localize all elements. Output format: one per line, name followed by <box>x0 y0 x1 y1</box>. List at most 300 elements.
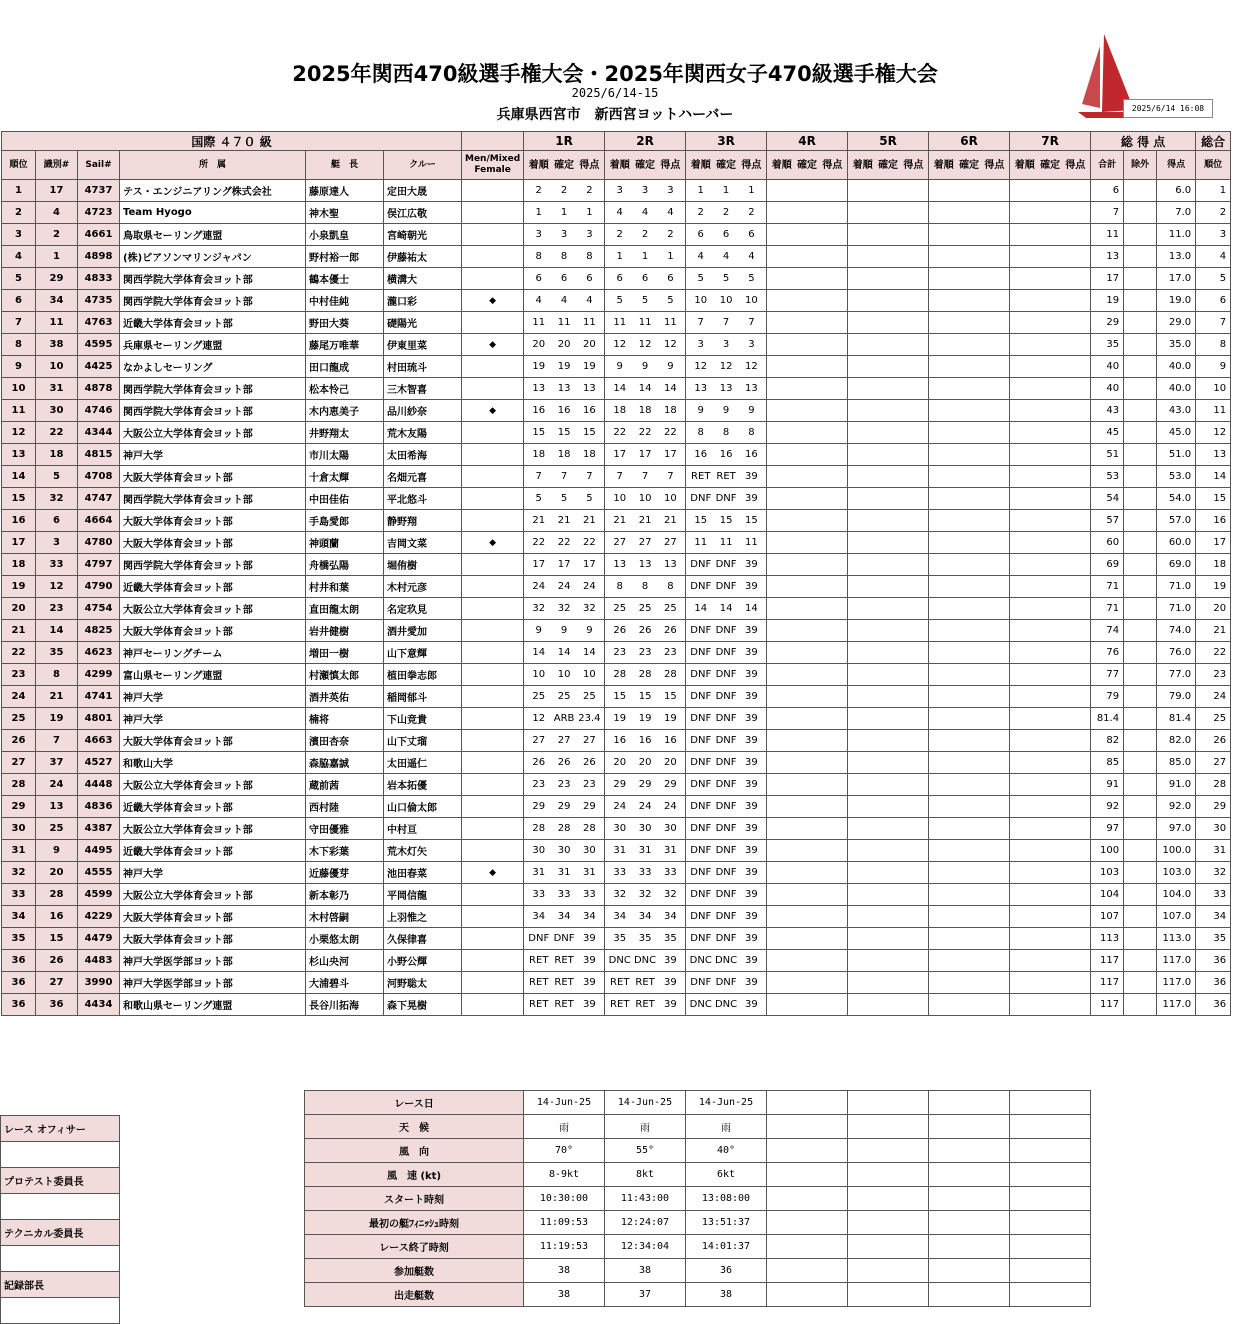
race-finish: 13 <box>694 383 708 394</box>
race-finish: 22 <box>532 537 546 548</box>
race-6-cell <box>929 444 1010 466</box>
men-mixed-female-cell <box>462 444 524 466</box>
race-finish: 25 <box>532 691 546 702</box>
total-cell: 81.4 <box>1091 708 1124 730</box>
race-finish: DNF <box>690 823 712 834</box>
race-info-value <box>848 1211 929 1235</box>
race-6-cell <box>929 818 1010 840</box>
excl-cell <box>1124 818 1157 840</box>
race-6-cell <box>929 466 1010 488</box>
race-confirm: 17 <box>638 449 652 460</box>
race-finish: DNF <box>690 977 712 988</box>
race-6-cell <box>929 312 1010 334</box>
race-2-cell <box>605 334 686 356</box>
race-info-value <box>767 1139 848 1163</box>
official-label: プロテスト委員長 <box>1 1168 120 1194</box>
club-cell: 大阪大学体育会ヨット部 <box>120 532 306 554</box>
race-confirm: 25 <box>638 603 652 614</box>
overall-rank-cell: 3 <box>1196 224 1231 246</box>
race-6-cell <box>929 488 1010 510</box>
race-points: 11 <box>583 317 596 328</box>
race-points: 5 <box>748 273 755 284</box>
race-finish: 10 <box>613 493 627 504</box>
men-mixed-female-cell <box>462 642 524 664</box>
race-points: 39 <box>745 735 758 746</box>
helm-cell: 蔵前茜 <box>306 774 384 796</box>
men-mixed-female-cell <box>462 774 524 796</box>
race-finish: 28 <box>532 823 546 834</box>
race-points: 39 <box>745 845 758 856</box>
race-confirm: 29 <box>638 779 652 790</box>
excl-cell <box>1124 598 1157 620</box>
subheader-finish: 着順 <box>690 159 711 171</box>
race-info-value <box>767 1235 848 1259</box>
men-mixed-female-cell <box>462 510 524 532</box>
officials-table <box>0 1115 120 1324</box>
sail-cell: 4555 <box>78 862 120 884</box>
race-points: 18 <box>664 405 677 416</box>
race-confirm: 16 <box>719 449 733 460</box>
race-3-cell <box>686 906 767 928</box>
men-mixed-female-cell <box>462 356 524 378</box>
race-points: 39 <box>745 647 758 658</box>
race-info-value <box>1010 1211 1091 1235</box>
race-info-value: 13:08:00 <box>686 1187 767 1211</box>
race-confirm: DNF <box>715 757 737 768</box>
race-info-label: 風 速 (kt) <box>305 1163 524 1187</box>
race-2-cell <box>605 928 686 950</box>
race-confirm: DNF <box>715 493 737 504</box>
helm-cell: 直田龍太朗 <box>306 598 384 620</box>
race-finish: DNF <box>690 933 712 944</box>
club-cell: 大阪公立大学体育会ヨット部 <box>120 598 306 620</box>
race-2-cell <box>605 224 686 246</box>
race-info-label: 出走艇数 <box>305 1283 524 1307</box>
race-finish: 9 <box>616 361 623 372</box>
table-row <box>2 796 1231 818</box>
id-cell: 30 <box>36 400 78 422</box>
total-cell: 51 <box>1091 444 1124 466</box>
race-points: 5 <box>667 295 674 306</box>
race-finish: 27 <box>532 735 546 746</box>
race-finish: 21 <box>613 515 627 526</box>
race-points: 23 <box>583 779 596 790</box>
race-3-cell <box>686 180 767 202</box>
race-confirm: 32 <box>557 603 571 614</box>
race-7-cell <box>1010 554 1091 576</box>
id-cell: 37 <box>36 752 78 774</box>
subheader-confirm: 確定 <box>797 159 818 171</box>
race-finish: DNF <box>690 493 712 504</box>
race-header: 1R <box>524 132 605 151</box>
sail-cell: 4723 <box>78 202 120 224</box>
race-confirm: 23 <box>638 647 652 658</box>
helm-cell: 守田優雅 <box>306 818 384 840</box>
total-cell: 35 <box>1091 334 1124 356</box>
id-cell: 5 <box>36 466 78 488</box>
race-points: 1 <box>667 251 674 262</box>
score-cell: 13.0 <box>1157 246 1196 268</box>
score-cell: 117.0 <box>1157 972 1196 994</box>
race-header: 3R <box>686 132 767 151</box>
subheader-confirm: 確定 <box>1040 159 1061 171</box>
race-2-cell <box>605 906 686 928</box>
race-4-cell <box>767 466 848 488</box>
race-info-row <box>305 1163 1091 1187</box>
race-2-cell <box>605 796 686 818</box>
race-info-value <box>929 1091 1010 1115</box>
score-cell: 107.0 <box>1157 906 1196 928</box>
race-3-cell <box>686 532 767 554</box>
race-5-cell <box>848 818 929 840</box>
id-cell: 20 <box>36 862 78 884</box>
race-5-cell <box>848 576 929 598</box>
race-3-cell <box>686 884 767 906</box>
race-confirm: 2 <box>722 207 730 218</box>
race-points: 39 <box>745 999 758 1010</box>
race-4-cell <box>767 598 848 620</box>
race-points: 16 <box>583 405 596 416</box>
race-finish: 7 <box>616 471 623 482</box>
crew-cell: 植田拳志郎 <box>384 664 462 686</box>
club-cell: 近畿大学体育会ヨット部 <box>120 840 306 862</box>
race-points: 9 <box>586 625 593 636</box>
men-mixed-female-cell <box>462 818 524 840</box>
race-7-cell <box>1010 708 1091 730</box>
sail-cell: 4801 <box>78 708 120 730</box>
race-finish: 33 <box>613 867 627 878</box>
race-points: 26 <box>583 757 596 768</box>
race-4-cell <box>767 818 848 840</box>
race-points: 34 <box>583 911 596 922</box>
race-1-cell <box>524 246 605 268</box>
id-cell: 3 <box>36 532 78 554</box>
table-row <box>2 180 1231 202</box>
race-finish: 10 <box>694 295 708 306</box>
rank-cell: 13 <box>2 444 36 466</box>
excl-cell <box>1124 862 1157 884</box>
race-2-cell <box>605 664 686 686</box>
race-finish: 16 <box>613 735 627 746</box>
race-confirm: 1 <box>641 251 649 262</box>
race-1-cell <box>524 840 605 862</box>
race-confirm: RET <box>635 977 655 988</box>
crew-cell: 酒井愛加 <box>384 620 462 642</box>
race-6-cell <box>929 532 1010 554</box>
race-points: 15 <box>745 515 758 526</box>
race-info-value <box>767 1187 848 1211</box>
race-finish: DNF <box>690 713 712 724</box>
table-row <box>2 444 1231 466</box>
race-finish: 4 <box>535 295 542 306</box>
club-cell: 鳥取県セーリング連盟 <box>120 224 306 246</box>
race-3-cell <box>686 356 767 378</box>
race-points: 14 <box>583 647 596 658</box>
race-confirm: 13 <box>719 383 733 394</box>
men-mixed-female-cell <box>462 972 524 994</box>
race-4-cell <box>767 488 848 510</box>
excl-cell <box>1124 334 1157 356</box>
race-3-cell <box>686 774 767 796</box>
crew-cell: 下山竞貴 <box>384 708 462 730</box>
sail-cell: 4747 <box>78 488 120 510</box>
helm-cell: 近藤優芽 <box>306 862 384 884</box>
helm-cell: 村井和葉 <box>306 576 384 598</box>
race-3-cell <box>686 312 767 334</box>
subheader-confirm: 確定 <box>878 159 899 171</box>
excl-cell <box>1124 268 1157 290</box>
crew-cell: 礎陽光 <box>384 312 462 334</box>
race-finish: 31 <box>532 867 546 878</box>
race-finish: DNF <box>690 911 712 922</box>
race-finish: 14 <box>694 603 708 614</box>
race-finish: 9 <box>697 405 704 416</box>
id-cell: 24 <box>36 774 78 796</box>
race-7-cell <box>1010 752 1091 774</box>
race-info-value: 11:09:53 <box>524 1211 605 1235</box>
race-2-cell <box>605 422 686 444</box>
sail-cell: 4434 <box>78 994 120 1016</box>
race-7-cell <box>1010 334 1091 356</box>
rank-cell: 4 <box>2 246 36 268</box>
race-6-cell <box>929 268 1010 290</box>
race-7-cell <box>1010 312 1091 334</box>
subheader-points: 得点 <box>903 159 924 171</box>
official-name-row <box>1 1246 120 1272</box>
race-finish: 3 <box>697 339 704 350</box>
score-cell: 97.0 <box>1157 818 1196 840</box>
race-points: 21 <box>583 515 596 526</box>
helm-cell: 楠将 <box>306 708 384 730</box>
race-finish: 12 <box>532 713 546 724</box>
race-points: 10 <box>583 669 596 680</box>
rank-cell: 16 <box>2 510 36 532</box>
col-sail: Sail# <box>78 151 120 180</box>
helm-cell: 野田大葵 <box>306 312 384 334</box>
total-cell: 13 <box>1091 246 1124 268</box>
race-6-cell <box>929 224 1010 246</box>
score-cell: 40.0 <box>1157 378 1196 400</box>
race-confirm: 11 <box>638 317 652 328</box>
race-points: 25 <box>664 603 677 614</box>
excl-cell <box>1124 224 1157 246</box>
race-1-cell <box>524 422 605 444</box>
race-info-value <box>929 1211 1010 1235</box>
crew-cell: 岩本拓優 <box>384 774 462 796</box>
total-cell: 11 <box>1091 224 1124 246</box>
subheader-points: 得点 <box>822 159 843 171</box>
race-5-cell <box>848 862 929 884</box>
race-finish: 21 <box>532 515 546 526</box>
score-cell: 117.0 <box>1157 994 1196 1016</box>
overall-rank-cell: 26 <box>1196 730 1231 752</box>
helm-cell: 木下彩葉 <box>306 840 384 862</box>
race-4-cell <box>767 686 848 708</box>
overall-rank-cell: 4 <box>1196 246 1231 268</box>
total-cell: 40 <box>1091 356 1124 378</box>
race-finish: 7 <box>697 317 704 328</box>
overall-rank-cell: 23 <box>1196 664 1231 686</box>
race-confirm: 8 <box>641 581 649 592</box>
score-cell: 19.0 <box>1157 290 1196 312</box>
race-finish: 22 <box>613 427 627 438</box>
col-club: 所 属 <box>120 151 306 180</box>
race-7-cell <box>1010 862 1091 884</box>
crew-cell: 名定玖見 <box>384 598 462 620</box>
race-6-cell <box>929 356 1010 378</box>
sail-cell: 4780 <box>78 532 120 554</box>
crew-cell: 名畑元喜 <box>384 466 462 488</box>
id-cell: 38 <box>36 334 78 356</box>
crew-cell: 三木智喜 <box>384 378 462 400</box>
total-cell: 85 <box>1091 752 1124 774</box>
club-cell: 関西学院大学体育会ヨット部 <box>120 488 306 510</box>
sail-cell: 4741 <box>78 686 120 708</box>
total-cell: 53 <box>1091 466 1124 488</box>
total-cell: 113 <box>1091 928 1124 950</box>
race-finish: 24 <box>532 581 546 592</box>
sail-cell: 4483 <box>78 950 120 972</box>
official-name <box>1 1194 120 1220</box>
score-cell: 11.0 <box>1157 224 1196 246</box>
club-cell: Team Hyogo <box>120 202 306 224</box>
race-confirm: DNF <box>715 823 737 834</box>
club-cell: テス・エンジニアリング株式会社 <box>120 180 306 202</box>
race-info-value: 55° <box>605 1139 686 1163</box>
rank-cell: 17 <box>2 532 36 554</box>
race-points: 33 <box>583 889 596 900</box>
total-cell: 57 <box>1091 510 1124 532</box>
col-overall-rank: 順位 <box>1196 151 1231 180</box>
race-finish: 3 <box>535 229 542 240</box>
race-confirm: 33 <box>557 889 571 900</box>
race-finish: 5 <box>697 273 704 284</box>
race-confirm: 5 <box>641 295 649 306</box>
race-confirm: 32 <box>638 889 652 900</box>
race-3-cell <box>686 202 767 224</box>
race-points: 16 <box>745 449 758 460</box>
race-points: 29 <box>664 779 677 790</box>
race-finish: 14 <box>532 647 546 658</box>
race-confirm: 2 <box>560 185 568 196</box>
race-finish: 29 <box>613 779 627 790</box>
men-mixed-female-cell <box>462 246 524 268</box>
race-info-value: 70° <box>524 1139 605 1163</box>
race-points: 39 <box>664 955 677 966</box>
race-7-cell <box>1010 884 1091 906</box>
sail-cell: 4825 <box>78 620 120 642</box>
race-1-cell <box>524 664 605 686</box>
race-confirm: DNF <box>715 801 737 812</box>
total-cell: 117 <box>1091 972 1124 994</box>
sail-cell: 4737 <box>78 180 120 202</box>
race-points: 39 <box>745 493 758 504</box>
race-info-value: 雨 <box>524 1115 605 1139</box>
race-confirm: 18 <box>557 449 571 460</box>
race-confirm: 8 <box>560 251 568 262</box>
race-finish: DNF <box>690 867 712 878</box>
race-points: 31 <box>664 845 677 856</box>
race-points: 2 <box>586 185 593 196</box>
race-confirm: 10 <box>719 295 733 306</box>
race-5-cell <box>848 708 929 730</box>
rank-cell: 12 <box>2 422 36 444</box>
race-confirm: 4 <box>722 251 730 262</box>
race-6-cell <box>929 774 1010 796</box>
race-2-cell <box>605 862 686 884</box>
race-finish: 17 <box>613 449 627 460</box>
score-cell: 71.0 <box>1157 576 1196 598</box>
race-1-cell <box>524 862 605 884</box>
subheader-points: 得点 <box>984 159 1005 171</box>
race-points: 6 <box>748 229 755 240</box>
club-cell: 和歌山大学 <box>120 752 306 774</box>
overall-rank-cell: 11 <box>1196 400 1231 422</box>
sail-cell: 4746 <box>78 400 120 422</box>
race-confirm: 15 <box>719 515 733 526</box>
race-1-cell <box>524 488 605 510</box>
race-finish: 1 <box>697 185 704 196</box>
race-1-cell <box>524 356 605 378</box>
id-cell: 22 <box>36 422 78 444</box>
race-confirm: 9 <box>641 361 649 372</box>
race-info-value <box>929 1115 1010 1139</box>
id-cell: 11 <box>36 312 78 334</box>
helm-cell: 松本怜己 <box>306 378 384 400</box>
rank-cell: 23 <box>2 664 36 686</box>
id-cell: 8 <box>36 664 78 686</box>
race-7-cell <box>1010 620 1091 642</box>
race-points: 2 <box>748 207 755 218</box>
subheader-finish: 着順 <box>852 159 873 171</box>
men-mixed-female-cell <box>462 224 524 246</box>
race-confirm: 24 <box>638 801 652 812</box>
race-1-cell <box>524 598 605 620</box>
race-finish: 1 <box>535 207 542 218</box>
table-row <box>2 972 1231 994</box>
race-6-cell <box>929 994 1010 1016</box>
crew-cell: 堀侑樹 <box>384 554 462 576</box>
race-4-cell <box>767 378 848 400</box>
race-subheader <box>767 151 848 180</box>
race-finish: RET <box>691 471 711 482</box>
crew-cell: 山下丈瑠 <box>384 730 462 752</box>
table-row <box>2 202 1231 224</box>
race-points: 39 <box>745 867 758 878</box>
race-3-cell <box>686 928 767 950</box>
race-confirm: 15 <box>638 691 652 702</box>
race-points: 24 <box>583 581 596 592</box>
table-row <box>2 334 1231 356</box>
race-points: 7 <box>667 471 674 482</box>
crew-cell: 伊藤祐太 <box>384 246 462 268</box>
race-info-row <box>305 1235 1091 1259</box>
race-2-cell <box>605 708 686 730</box>
race-confirm: DNF <box>553 933 575 944</box>
race-7-cell <box>1010 268 1091 290</box>
race-confirm: DNF <box>715 867 737 878</box>
race-info-label: 風 向 <box>305 1139 524 1163</box>
race-points: 15 <box>583 427 596 438</box>
race-1-cell <box>524 994 605 1016</box>
club-cell: 神戸大学 <box>120 686 306 708</box>
excl-cell <box>1124 576 1157 598</box>
score-cell: 82.0 <box>1157 730 1196 752</box>
race-points: 30 <box>664 823 677 834</box>
race-points: 1 <box>748 185 755 196</box>
race-7-cell <box>1010 950 1091 972</box>
sail-cell: 4836 <box>78 796 120 818</box>
